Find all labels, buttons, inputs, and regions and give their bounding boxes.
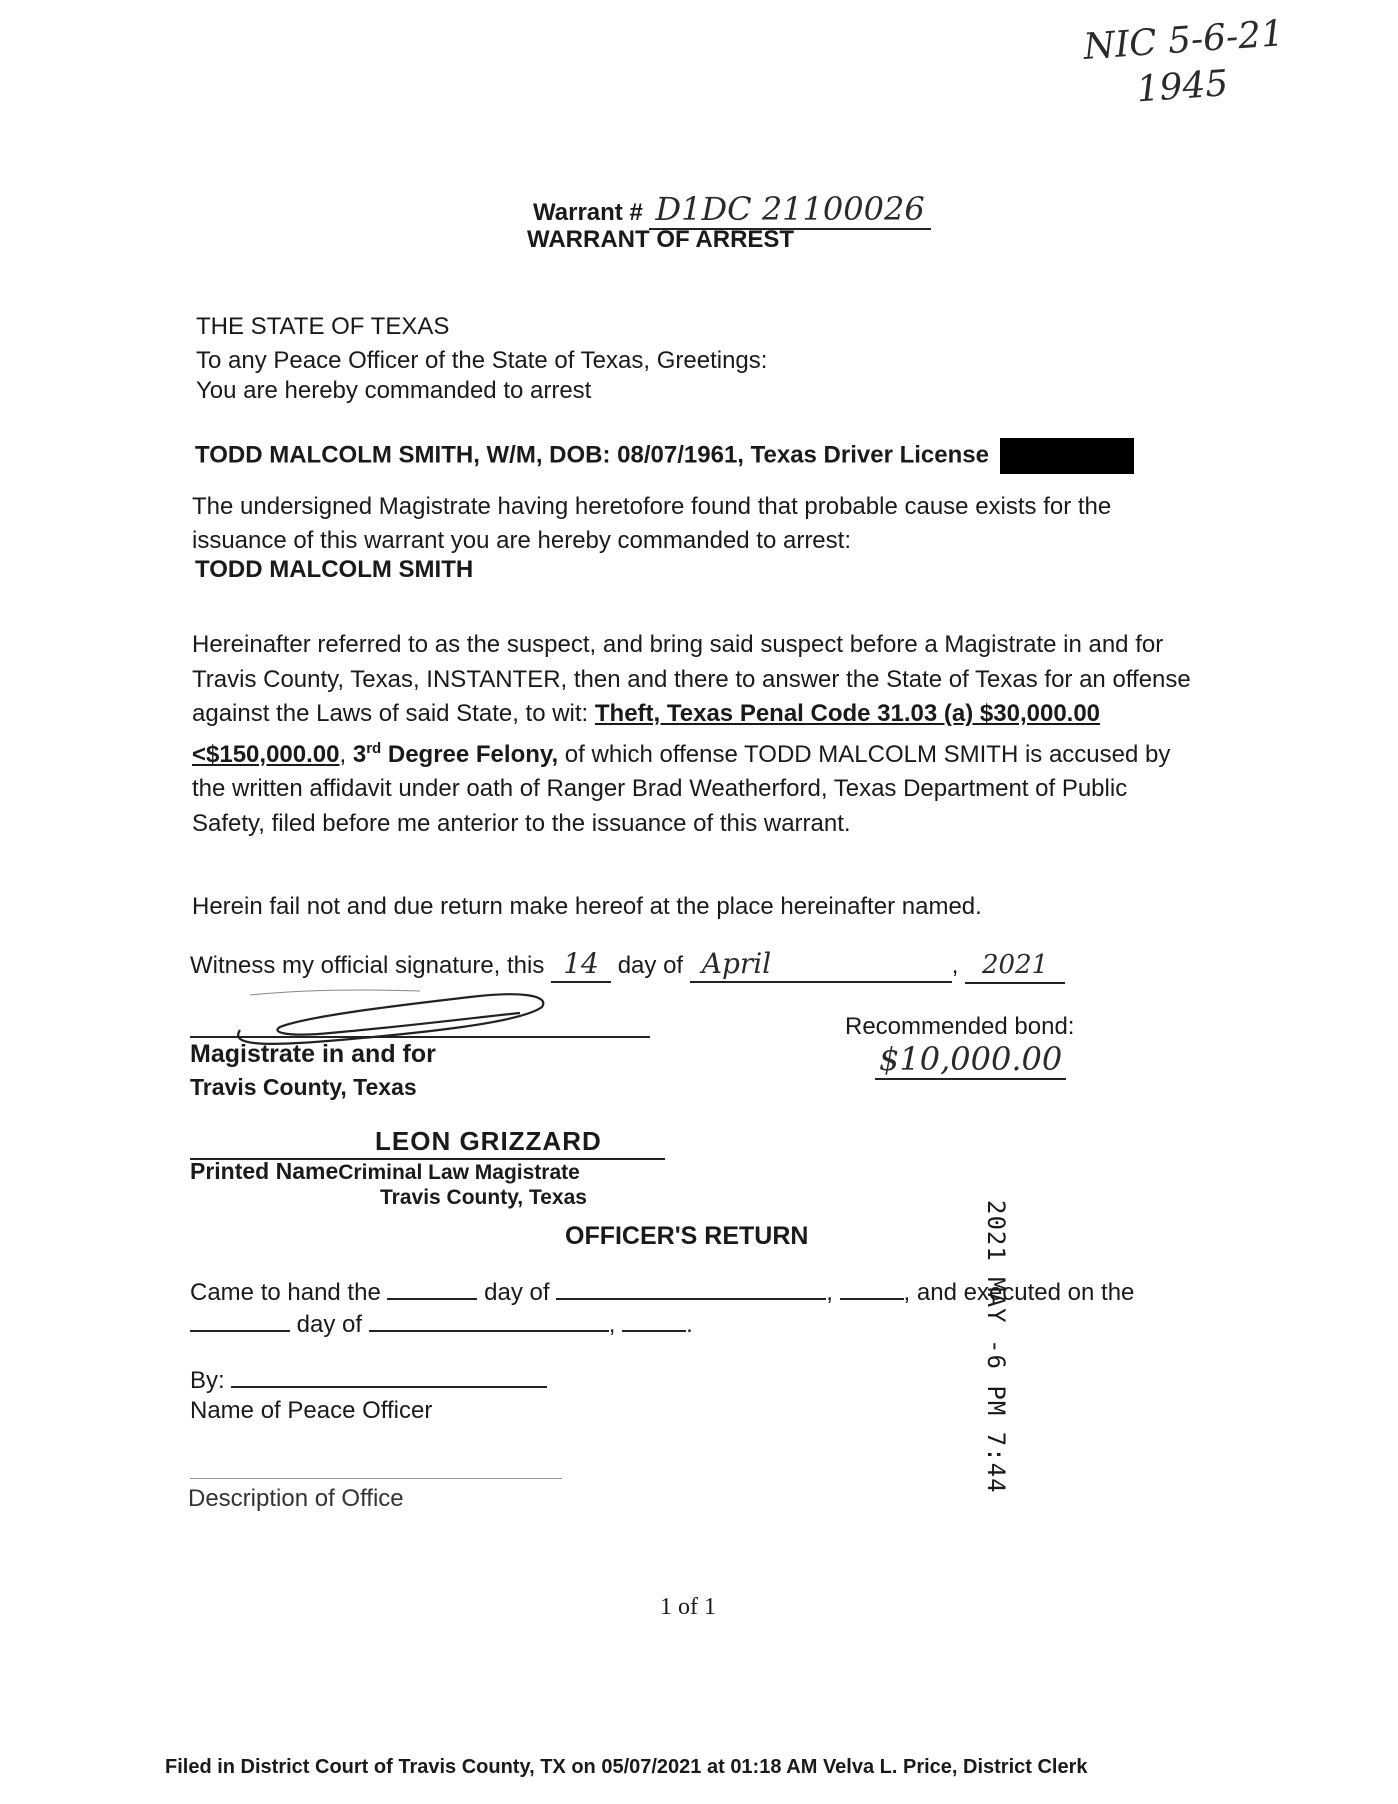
redaction-box [1000,438,1134,474]
warrant-label: Warrant # [533,199,643,226]
executed-year-field[interactable] [622,1330,686,1332]
witness-year: 2021 [965,948,1065,984]
handwritten-note [1082,11,1289,117]
filing-footer: Filed in District Court of Travis County, TX on 05/07/2021 at 01:18 AM Velva L. Price, District Clerk [165,1756,1088,1778]
judge-name: LEON GRIZZARD [375,1126,602,1156]
came-to-hand-year-field[interactable] [840,1298,904,1300]
magistrate-line1: Magistrate in and for [190,1040,436,1068]
probable-cause-name: TODD MALCOLM SMITH [195,556,474,583]
by-label: By: [190,1367,225,1394]
came-to-hand-day-field[interactable] [387,1298,477,1300]
warrant-number-line [533,190,931,228]
bond-amount: $10,000.00 [875,1040,1066,1080]
came-to-hand-label: Came to hand the [190,1279,381,1306]
description-label: Description of Office [188,1485,404,1512]
executed-month-field[interactable] [369,1330,609,1332]
bond-label: Recommended bond: [845,1013,1075,1040]
executed-on-label: , and executed on the [903,1279,1135,1306]
degree-number: 3 [352,740,367,768]
witness-day-of: day of [617,952,684,979]
greeting: To any Peace Officer of the State of Texas, Greetings: [196,347,768,374]
degree-text: Degree Felony, [381,740,559,768]
printed-name-label: Printed Name [190,1158,339,1184]
officer-name-label: Name of Peace Officer [190,1397,433,1424]
came-to-hand-day-of: day of [484,1279,550,1306]
offense-part2: , [339,740,353,768]
page-number: 1 of 1 [660,1594,716,1620]
herein-line: Herein fail not and due return make hereof at the place hereinafter named. [192,893,982,920]
judge-county: Travis County, Texas [380,1186,587,1209]
offense-part1: Hereinafter referred to as the suspect, and bring said suspect before a Magistrate in and for Travis County, Texas, INSTANTER, then and there to answer the State of Texas for an offense against the Laws of said State, to wit: [192,631,1191,727]
by-line [190,1364,547,1398]
executed-day-field[interactable] [190,1330,290,1332]
offense-description: Theft, Texas Penal Code 31.03 (a) $30,000.00 <$150,000.00 [192,700,1101,768]
came-to-hand-month-field[interactable] [556,1298,826,1300]
officers-return-title: OFFICER'S RETURN [565,1222,809,1250]
offense-part3: of which offense TODD MALCOLM SMITH is accused by the written affidavit under oath of Ranger Brad Weatherford, Texas Department of Public Safety, filed before me anterior to the issuance of this warrant. [192,740,1171,837]
warrant-number: D1DC 21100026 [649,190,930,230]
offense-paragraph [192,628,1192,841]
witness-prefix: Witness my official signature, this [190,952,545,979]
magistrate-line2: Travis County, Texas [190,1074,417,1100]
officer-name-field[interactable] [231,1386,547,1388]
probable-cause-text: The undersigned Magistrate having heretofore found that probable cause exists for the issuance of this warrant you are hereby commanded to arrest: [192,493,1112,554]
degree-suffix: rd [366,739,382,757]
handwritten-note-line2: 1945 [1135,63,1230,111]
witness-month: April [690,947,952,983]
came-to-hand-line: Came to hand the day of , , and executed on the [190,1279,1135,1306]
clerk-stamp: 2021 MAY -6 PM 7:44 [982,1200,1010,1494]
witness-day: 14 [551,947,611,983]
suspect-line [195,438,1134,474]
magistrate-block [190,1038,436,1104]
printed-name-row [190,1158,580,1185]
suspect-details: TODD MALCOLM SMITH, W/M, DOB: 08/07/1961, Texas Driver License [195,441,989,469]
intro-block [196,310,767,408]
handwritten-note-line1: NIC 5-6-21 [1082,13,1286,69]
state-heading: THE STATE OF TEXAS [196,313,450,340]
executed-date-line: day of , . [190,1308,693,1342]
command-line: You are hereby commanded to arrest [196,377,592,404]
probable-cause-paragraph [192,490,1197,558]
document-title: WARRANT OF ARREST [527,226,795,253]
description-line [190,1478,562,1479]
witness-line: Witness my official signature, this 14 day of April , 2021 [190,947,1065,984]
executed-day-of: day of [296,1311,363,1338]
judge-title: Criminal Law Magistrate [338,1161,580,1184]
